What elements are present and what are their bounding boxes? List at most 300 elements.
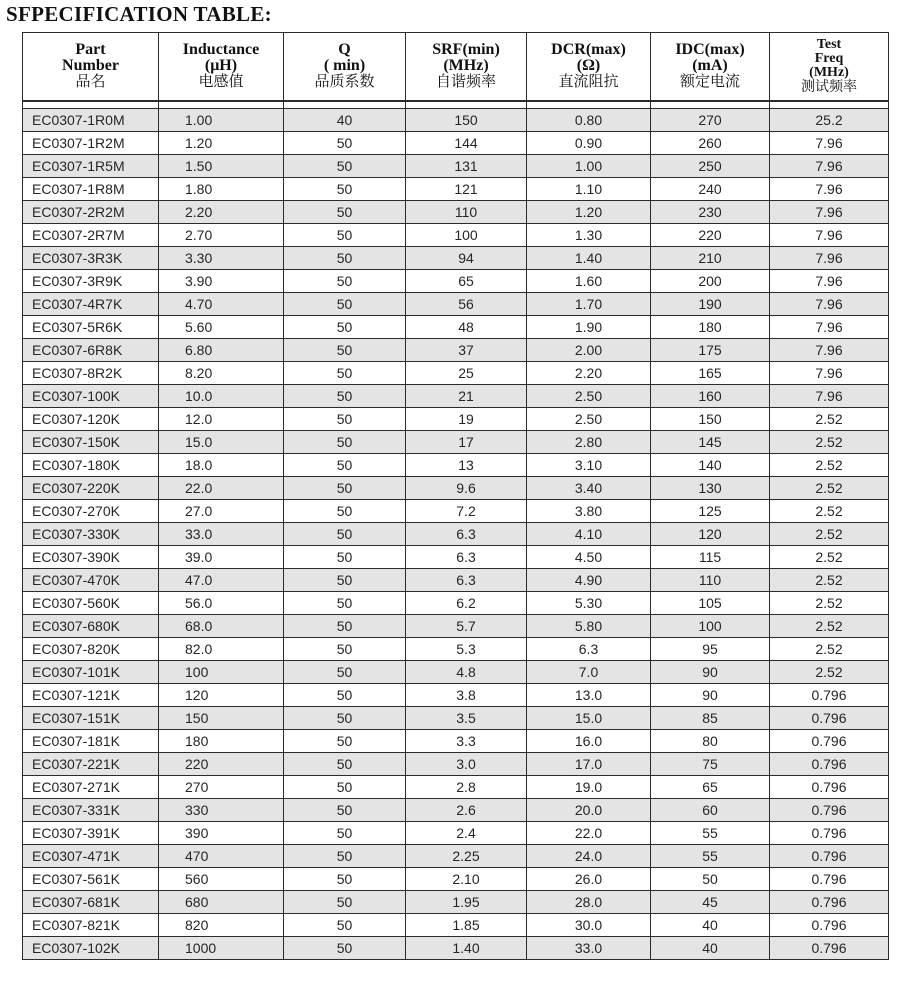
cell-test-freq: 25.2 — [770, 109, 889, 132]
cell-dcr: 30.0 — [527, 914, 651, 937]
cell-dcr: 1.10 — [527, 178, 651, 201]
cell-inductance: 47.0 — [159, 569, 284, 592]
cell-q: 50 — [284, 937, 406, 960]
header-line: IDC(max) — [675, 41, 745, 58]
cell-q: 50 — [284, 845, 406, 868]
cell-part-number: EC0307-121K — [23, 684, 159, 707]
cell-inductance: 5.60 — [159, 316, 284, 339]
cell-part-number: EC0307-151K — [23, 707, 159, 730]
cell-part-number: EC0307-270K — [23, 500, 159, 523]
cell-idc: 220 — [651, 224, 770, 247]
cell-idc: 125 — [651, 500, 770, 523]
header-row — [23, 33, 889, 102]
cell-dcr: 22.0 — [527, 822, 651, 845]
cell-dcr: 20.0 — [527, 799, 651, 822]
cell-idc: 95 — [651, 638, 770, 661]
cell-idc: 45 — [651, 891, 770, 914]
cell-test-freq: 0.796 — [770, 799, 889, 822]
column-header-dcr — [527, 33, 651, 102]
cell-inductance: 82.0 — [159, 638, 284, 661]
cell-part-number: EC0307-220K — [23, 477, 159, 500]
table-row — [23, 799, 889, 822]
cell-idc: 250 — [651, 155, 770, 178]
cell-idc: 40 — [651, 914, 770, 937]
cell-dcr: 4.50 — [527, 546, 651, 569]
cell-srf: 144 — [406, 132, 527, 155]
cell-q: 50 — [284, 638, 406, 661]
cell-inductance: 180 — [159, 730, 284, 753]
cell-srf: 6.2 — [406, 592, 527, 615]
cell-srf: 9.6 — [406, 477, 527, 500]
cell-inductance: 820 — [159, 914, 284, 937]
cell-test-freq: 2.52 — [770, 523, 889, 546]
cell-dcr: 19.0 — [527, 776, 651, 799]
cell-q: 50 — [284, 385, 406, 408]
cell-dcr: 26.0 — [527, 868, 651, 891]
header-line: DCR(max) — [551, 41, 626, 58]
cell-idc: 140 — [651, 454, 770, 477]
cell-dcr: 1.40 — [527, 247, 651, 270]
cell-inductance: 1.20 — [159, 132, 284, 155]
cell-q: 50 — [284, 339, 406, 362]
cell-idc: 85 — [651, 707, 770, 730]
header-line: Test — [816, 37, 842, 52]
column-header-srf — [406, 33, 527, 102]
cell-srf: 5.7 — [406, 615, 527, 638]
table-row — [23, 431, 889, 454]
cell-inductance: 150 — [159, 707, 284, 730]
table-row — [23, 408, 889, 431]
cell-part-number: EC0307-330K — [23, 523, 159, 546]
table-row — [23, 638, 889, 661]
cell-dcr: 7.0 — [527, 661, 651, 684]
cell-dcr: 2.20 — [527, 362, 651, 385]
cell-idc: 55 — [651, 845, 770, 868]
table-row — [23, 523, 889, 546]
header-separator — [23, 101, 889, 109]
cell-dcr: 2.50 — [527, 408, 651, 431]
cell-inductance: 1.50 — [159, 155, 284, 178]
cell-q: 50 — [284, 661, 406, 684]
cell-idc: 110 — [651, 569, 770, 592]
cell-srf: 6.3 — [406, 523, 527, 546]
cell-inductance: 390 — [159, 822, 284, 845]
cell-part-number: EC0307-1R5M — [23, 155, 159, 178]
header-chinese: 自谐频率 — [435, 74, 496, 90]
cell-part-number: EC0307-180K — [23, 454, 159, 477]
header-line: Q — [338, 41, 351, 58]
table-row — [23, 891, 889, 914]
cell-test-freq: 0.796 — [770, 753, 889, 776]
header-chinese: 直流阻抗 — [558, 74, 619, 90]
cell-idc: 260 — [651, 132, 770, 155]
header-chinese: 测试频率 — [801, 80, 857, 95]
cell-q: 50 — [284, 569, 406, 592]
cell-dcr: 33.0 — [527, 937, 651, 960]
cell-dcr: 5.80 — [527, 615, 651, 638]
cell-test-freq: 2.52 — [770, 431, 889, 454]
cell-part-number: EC0307-820K — [23, 638, 159, 661]
cell-inductance: 12.0 — [159, 408, 284, 431]
cell-part-number: EC0307-8R2K — [23, 362, 159, 385]
table-row — [23, 914, 889, 937]
cell-dcr: 15.0 — [527, 707, 651, 730]
cell-inductance: 3.30 — [159, 247, 284, 270]
header-chinese: 电感值 — [198, 74, 244, 90]
cell-dcr: 1.30 — [527, 224, 651, 247]
table-row — [23, 201, 889, 224]
cell-part-number: EC0307-561K — [23, 868, 159, 891]
cell-q: 50 — [284, 684, 406, 707]
cell-dcr: 0.80 — [527, 109, 651, 132]
cell-q: 50 — [284, 914, 406, 937]
table-row — [23, 592, 889, 615]
cell-test-freq: 7.96 — [770, 385, 889, 408]
table-row — [23, 937, 889, 960]
cell-idc: 165 — [651, 362, 770, 385]
cell-test-freq: 7.96 — [770, 293, 889, 316]
cell-part-number: EC0307-331K — [23, 799, 159, 822]
cell-part-number: EC0307-1R0M — [23, 109, 159, 132]
cell-srf: 19 — [406, 408, 527, 431]
cell-srf: 2.4 — [406, 822, 527, 845]
cell-idc: 270 — [651, 109, 770, 132]
cell-idc: 40 — [651, 937, 770, 960]
cell-q: 50 — [284, 592, 406, 615]
cell-srf: 21 — [406, 385, 527, 408]
cell-part-number: EC0307-680K — [23, 615, 159, 638]
cell-inductance: 56.0 — [159, 592, 284, 615]
cell-idc: 150 — [651, 408, 770, 431]
cell-test-freq: 2.52 — [770, 546, 889, 569]
cell-test-freq: 7.96 — [770, 155, 889, 178]
cell-idc: 160 — [651, 385, 770, 408]
cell-inductance: 10.0 — [159, 385, 284, 408]
header-line: Number — [62, 57, 119, 74]
table-row — [23, 753, 889, 776]
table-row — [23, 109, 889, 132]
cell-part-number: EC0307-560K — [23, 592, 159, 615]
cell-q: 50 — [284, 707, 406, 730]
page-title: SFPECIFICATION TABLE: — [6, 2, 272, 26]
table-row — [23, 224, 889, 247]
cell-idc: 210 — [651, 247, 770, 270]
cell-q: 50 — [284, 155, 406, 178]
table-row — [23, 477, 889, 500]
cell-test-freq: 2.52 — [770, 454, 889, 477]
column-header-inductance — [159, 33, 284, 102]
cell-idc: 115 — [651, 546, 770, 569]
cell-test-freq: 2.52 — [770, 615, 889, 638]
cell-test-freq: 0.796 — [770, 776, 889, 799]
cell-inductance: 220 — [159, 753, 284, 776]
cell-test-freq: 2.52 — [770, 592, 889, 615]
cell-part-number: EC0307-100K — [23, 385, 159, 408]
cell-part-number: EC0307-390K — [23, 546, 159, 569]
cell-inductance: 2.70 — [159, 224, 284, 247]
cell-inductance: 2.20 — [159, 201, 284, 224]
table-row — [23, 569, 889, 592]
table-row — [23, 362, 889, 385]
cell-test-freq: 0.796 — [770, 822, 889, 845]
cell-inductance: 1000 — [159, 937, 284, 960]
cell-q: 50 — [284, 247, 406, 270]
cell-inductance: 15.0 — [159, 431, 284, 454]
table-row — [23, 454, 889, 477]
table-row — [23, 132, 889, 155]
cell-idc: 230 — [651, 201, 770, 224]
table-row — [23, 546, 889, 569]
header-chinese: 品质系数 — [314, 74, 375, 90]
table-row — [23, 500, 889, 523]
cell-dcr: 13.0 — [527, 684, 651, 707]
cell-part-number: EC0307-1R2M — [23, 132, 159, 155]
cell-idc: 100 — [651, 615, 770, 638]
cell-test-freq: 0.796 — [770, 730, 889, 753]
cell-test-freq: 7.96 — [770, 316, 889, 339]
cell-dcr: 5.30 — [527, 592, 651, 615]
table-row — [23, 270, 889, 293]
cell-srf: 7.2 — [406, 500, 527, 523]
cell-q: 50 — [284, 730, 406, 753]
cell-inductance: 680 — [159, 891, 284, 914]
table-row — [23, 822, 889, 845]
cell-idc: 50 — [651, 868, 770, 891]
cell-test-freq: 7.96 — [770, 339, 889, 362]
column-header-q — [284, 33, 406, 102]
cell-test-freq: 7.96 — [770, 247, 889, 270]
cell-inductance: 100 — [159, 661, 284, 684]
cell-srf: 3.8 — [406, 684, 527, 707]
cell-q: 50 — [284, 362, 406, 385]
cell-test-freq: 0.796 — [770, 937, 889, 960]
cell-srf: 3.3 — [406, 730, 527, 753]
cell-q: 50 — [284, 431, 406, 454]
cell-dcr: 16.0 — [527, 730, 651, 753]
cell-idc: 180 — [651, 316, 770, 339]
cell-inductance: 560 — [159, 868, 284, 891]
cell-test-freq: 2.52 — [770, 661, 889, 684]
cell-q: 50 — [284, 891, 406, 914]
cell-dcr: 2.80 — [527, 431, 651, 454]
cell-test-freq: 0.796 — [770, 684, 889, 707]
table-row — [23, 661, 889, 684]
cell-srf: 5.3 — [406, 638, 527, 661]
cell-part-number: EC0307-102K — [23, 937, 159, 960]
table-row — [23, 293, 889, 316]
cell-q: 50 — [284, 822, 406, 845]
table-row — [23, 316, 889, 339]
cell-inductance: 33.0 — [159, 523, 284, 546]
cell-dcr: 1.20 — [527, 201, 651, 224]
cell-dcr: 17.0 — [527, 753, 651, 776]
cell-test-freq: 2.52 — [770, 408, 889, 431]
cell-idc: 130 — [651, 477, 770, 500]
cell-test-freq: 7.96 — [770, 132, 889, 155]
cell-dcr: 28.0 — [527, 891, 651, 914]
cell-part-number: EC0307-120K — [23, 408, 159, 431]
table-row — [23, 247, 889, 270]
cell-inductance: 39.0 — [159, 546, 284, 569]
cell-q: 50 — [284, 500, 406, 523]
cell-test-freq: 0.796 — [770, 891, 889, 914]
cell-inductance: 270 — [159, 776, 284, 799]
table-row — [23, 730, 889, 753]
cell-q: 40 — [284, 109, 406, 132]
cell-idc: 75 — [651, 753, 770, 776]
column-header-test-freq — [770, 33, 889, 102]
cell-idc: 60 — [651, 799, 770, 822]
header-line: SRF(min) — [432, 41, 500, 58]
cell-test-freq: 7.96 — [770, 362, 889, 385]
cell-q: 50 — [284, 132, 406, 155]
cell-srf: 131 — [406, 155, 527, 178]
cell-idc: 240 — [651, 178, 770, 201]
specification-table — [22, 32, 889, 960]
cell-part-number: EC0307-1R8M — [23, 178, 159, 201]
cell-dcr: 2.00 — [527, 339, 651, 362]
cell-part-number: EC0307-391K — [23, 822, 159, 845]
cell-inductance: 22.0 — [159, 477, 284, 500]
cell-dcr: 0.90 — [527, 132, 651, 155]
header-line: ( min) — [323, 57, 366, 74]
cell-test-freq: 0.796 — [770, 707, 889, 730]
cell-dcr: 24.0 — [527, 845, 651, 868]
table-row — [23, 339, 889, 362]
cell-test-freq: 7.96 — [770, 178, 889, 201]
cell-test-freq: 2.52 — [770, 638, 889, 661]
cell-part-number: EC0307-3R9K — [23, 270, 159, 293]
cell-idc: 145 — [651, 431, 770, 454]
cell-srf: 2.25 — [406, 845, 527, 868]
table-row — [23, 868, 889, 891]
cell-q: 50 — [284, 868, 406, 891]
cell-srf: 121 — [406, 178, 527, 201]
table-body — [23, 109, 889, 960]
cell-inductance: 8.20 — [159, 362, 284, 385]
cell-part-number: EC0307-470K — [23, 569, 159, 592]
cell-srf: 2.10 — [406, 868, 527, 891]
cell-srf: 17 — [406, 431, 527, 454]
cell-inductance: 470 — [159, 845, 284, 868]
cell-q: 50 — [284, 776, 406, 799]
cell-test-freq: 0.796 — [770, 868, 889, 891]
cell-q: 50 — [284, 615, 406, 638]
cell-inductance: 3.90 — [159, 270, 284, 293]
cell-srf: 37 — [406, 339, 527, 362]
cell-dcr: 2.50 — [527, 385, 651, 408]
table-row — [23, 615, 889, 638]
table-row — [23, 155, 889, 178]
cell-part-number: EC0307-4R7K — [23, 293, 159, 316]
cell-idc: 120 — [651, 523, 770, 546]
header-line: Inductance — [182, 41, 260, 58]
cell-test-freq: 0.796 — [770, 914, 889, 937]
cell-idc: 175 — [651, 339, 770, 362]
cell-idc: 55 — [651, 822, 770, 845]
table-row — [23, 684, 889, 707]
column-header-part-number — [23, 33, 159, 102]
cell-part-number: EC0307-2R7M — [23, 224, 159, 247]
cell-srf: 65 — [406, 270, 527, 293]
cell-q: 50 — [284, 408, 406, 431]
cell-part-number: EC0307-471K — [23, 845, 159, 868]
header-chinese: 品名 — [75, 74, 106, 90]
cell-dcr: 3.10 — [527, 454, 651, 477]
cell-srf: 100 — [406, 224, 527, 247]
cell-srf: 56 — [406, 293, 527, 316]
cell-test-freq: 7.96 — [770, 270, 889, 293]
cell-dcr: 4.90 — [527, 569, 651, 592]
table-row — [23, 707, 889, 730]
cell-q: 50 — [284, 546, 406, 569]
cell-q: 50 — [284, 799, 406, 822]
cell-inductance: 330 — [159, 799, 284, 822]
cell-srf: 6.3 — [406, 546, 527, 569]
cell-part-number: EC0307-271K — [23, 776, 159, 799]
cell-srf: 13 — [406, 454, 527, 477]
cell-part-number: EC0307-2R2M — [23, 201, 159, 224]
header-line: (Ω) — [576, 57, 601, 74]
cell-part-number: EC0307-181K — [23, 730, 159, 753]
cell-dcr: 1.90 — [527, 316, 651, 339]
cell-srf: 2.8 — [406, 776, 527, 799]
header-line: (MHz) — [809, 65, 849, 80]
cell-inductance: 6.80 — [159, 339, 284, 362]
header-line: (μH) — [204, 57, 238, 74]
cell-dcr: 1.70 — [527, 293, 651, 316]
cell-srf: 6.3 — [406, 569, 527, 592]
cell-srf: 110 — [406, 201, 527, 224]
header-line: Freq — [814, 51, 844, 66]
header-line: Part — [75, 41, 106, 58]
column-header-idc — [651, 33, 770, 102]
cell-part-number: EC0307-221K — [23, 753, 159, 776]
cell-part-number: EC0307-150K — [23, 431, 159, 454]
cell-idc: 65 — [651, 776, 770, 799]
header-line: (MHz) — [443, 57, 489, 74]
cell-inductance: 120 — [159, 684, 284, 707]
cell-q: 50 — [284, 523, 406, 546]
cell-srf: 1.95 — [406, 891, 527, 914]
table-row — [23, 776, 889, 799]
cell-test-freq: 2.52 — [770, 569, 889, 592]
header-chinese: 额定电流 — [679, 74, 740, 90]
cell-dcr: 3.40 — [527, 477, 651, 500]
cell-q: 50 — [284, 753, 406, 776]
cell-srf: 25 — [406, 362, 527, 385]
cell-test-freq: 2.52 — [770, 477, 889, 500]
cell-part-number: EC0307-3R3K — [23, 247, 159, 270]
cell-part-number: EC0307-821K — [23, 914, 159, 937]
cell-q: 50 — [284, 224, 406, 247]
cell-srf: 150 — [406, 109, 527, 132]
header-line: (mA) — [692, 57, 728, 74]
cell-srf: 3.5 — [406, 707, 527, 730]
cell-q: 50 — [284, 293, 406, 316]
cell-srf: 48 — [406, 316, 527, 339]
cell-test-freq: 0.796 — [770, 845, 889, 868]
cell-part-number: EC0307-681K — [23, 891, 159, 914]
cell-part-number: EC0307-101K — [23, 661, 159, 684]
cell-test-freq: 7.96 — [770, 224, 889, 247]
cell-srf: 3.0 — [406, 753, 527, 776]
cell-q: 50 — [284, 454, 406, 477]
cell-srf: 2.6 — [406, 799, 527, 822]
cell-q: 50 — [284, 270, 406, 293]
cell-part-number: EC0307-5R6K — [23, 316, 159, 339]
cell-dcr: 6.3 — [527, 638, 651, 661]
